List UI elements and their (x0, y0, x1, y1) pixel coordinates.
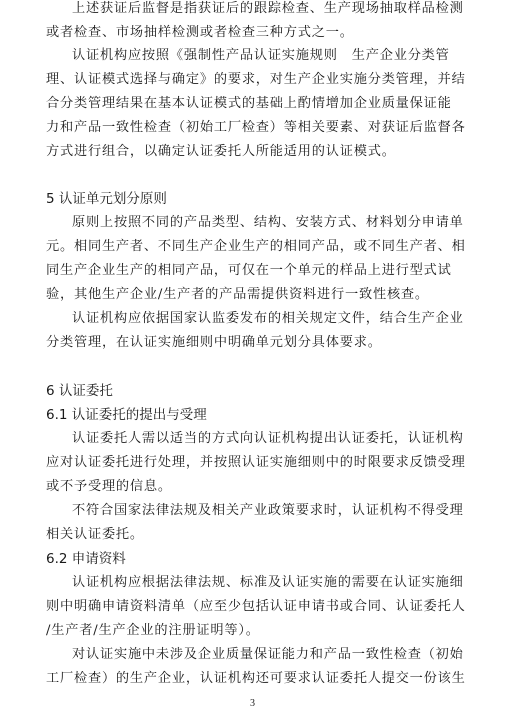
paragraph-line: 元。相同生产者、不同生产企业生产的相同产品，或不同生产者、相 (46, 239, 466, 254)
paragraph-line: 验，其他生产企业/生产者的产品需提供资料进行一致性核查。 (46, 287, 429, 302)
paragraph-line: 原则上按照不同的产品类型、结构、安装方式、材料划分申请单 (72, 215, 464, 230)
paragraph-line: /生产者/生产企业的注册证明等）。 (46, 623, 260, 638)
paragraph-line: 认证机构应根据法律法规、标准及认证实施的需要在认证实施细 (72, 575, 464, 590)
paragraph-line: 认证机构应依据国家认监委发布的相关规定文件，结合生产企业 (72, 311, 464, 326)
section-heading: 5 认证单元划分原则 (46, 191, 167, 207)
subsection-heading: 6.1 认证委托的提出与受理 (46, 407, 207, 423)
paragraph-line: 或者检查、市场抽样检测或者检查三种方式之一。 (46, 25, 354, 40)
paragraph-line: 认证委托人需以适当的方式向认证机构提出认证委托，认证机构 (72, 431, 464, 446)
page-number: 3 (250, 698, 255, 709)
paragraph-line: 理、认证模式选择与确定》的要求，对生产企业实施分类管理，并结 (46, 72, 466, 87)
paragraph-line: 上述获证后监督是指获证后的跟踪检查、生产现场抽取样品检测 (72, 1, 464, 16)
subsection-heading: 6.2 申请资料 (46, 551, 126, 567)
paragraph-line: 认证机构应按照《强制性产品认证实施规则 生产企业分类管 (72, 48, 450, 63)
paragraph-line: 合分类管理结果在基本认证模式的基础上酌情增加企业质量保证能 (46, 96, 452, 111)
paragraph-line: 对认证实施中未涉及企业质量保证能力和产品一致性检查（初始 (72, 647, 464, 662)
paragraph-line: 同生产企业生产的相同产品，可仅在一个单元的样品上进行型式试 (46, 263, 452, 278)
paragraph-line: 则中明确申请资料清单（应至少包括认证申请书或合同、认证委托人 (46, 599, 466, 614)
section-heading: 6 认证委托 (46, 383, 113, 399)
paragraph-line: 或不予受理的信息。 (46, 479, 172, 494)
paragraph-line: 力和产品一致性检查（初始工厂检查）等相关要素、对获证后监督各 (46, 120, 466, 135)
paragraph-line: 方式进行组合，以确定认证委托人所能适用的认证模式。 (46, 144, 396, 159)
paragraph-line: 工厂检查）的生产企业，认证机构还可要求认证委托人提交一份该生 (46, 671, 466, 686)
paragraph-line: 不符合国家法律法规及相关产业政策要求时，认证机构不得受理 (72, 503, 464, 518)
paragraph-line: 相关认证委托。 (46, 527, 144, 542)
paragraph-line: 应对认证委托进行处理，并按照认证实施细则中的时限要求反馈受理 (46, 455, 466, 470)
paragraph-line: 分类管理，在认证实施细则中明确单元划分具体要求。 (46, 335, 382, 350)
